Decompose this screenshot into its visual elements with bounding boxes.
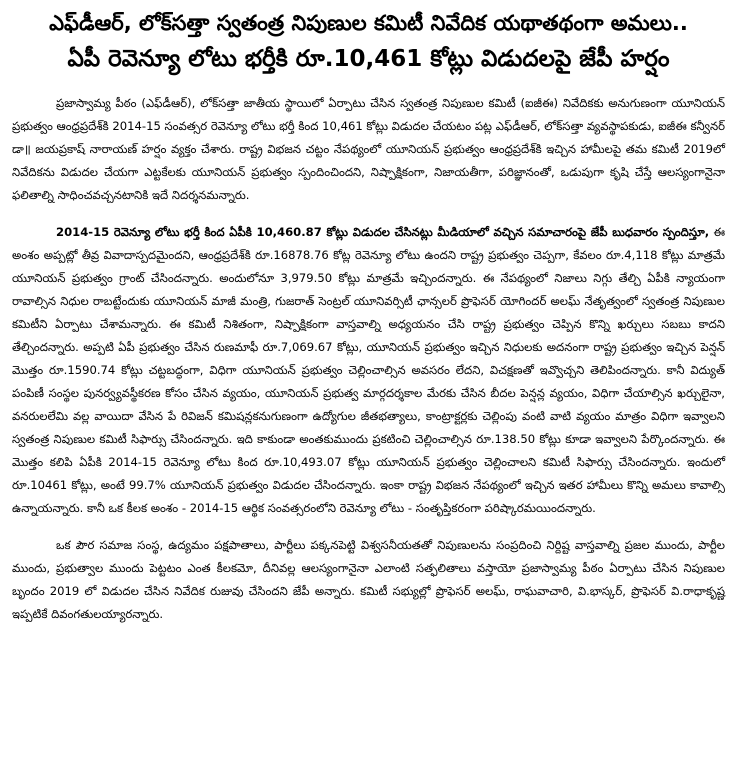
- paragraph-details: [12, 221, 725, 520]
- paragraph-intro-text: ప్రజాస్వామ్య పీఠం (ఎఫ్‌డీఆర్), లోక్‌సత్తా జాతీయ స్థాయిలో ఏర్పాటు చేసిన స్వతంత్ర నిపుణుల కమిటీ (ఐజీఈ) నివేదికకు అనుగుణంగా యూనియన్ ప్రభుత్వం ఆంధ్రప్రదేశ్‌కి 2014-15 సంవత్సర రెవెన్యూ లోటు భర్తీ కింద 10,461 కోట్లు విడుదల చేయటం పట్ల ఎఫ్‌డీఆర్, లోక్‌సత్తా వ్యవస్థాపకుడు, ఐజీఈ కన్వీనర్ డా॥ జయప్రకాష్ నారాయణ్ హర్షం వ్యక్తం చేశారు. రాష్ట్ర విభజన చట్టం నేపథ్యంలో యూనియన్ ప్రభుత్వం ఆంధ్రప్రదేశ్‌కి ఇచ్చిన హామీలపై తమ కమిటీ 2019లో నివేదికను విడుదల చేయగా ఎట్టకేలకు యూనియన్ ప్రభుత్వం స్పందించిందని, నిష్పాక్షికంగా, నిజాయతీగా, పరిజ్ఞానంతో, ఒడుపుగా కృషి చేస్తే ఆలస్యంగానైనా ఫలితాల్ని సాధించవచ్చనటానికి ఇదే నిదర్శనమన్నారు.: [12, 96, 725, 202]
- paragraph-conclusion: [12, 534, 725, 626]
- paragraph-details-text: ఈ అంశం అప్పట్లో తీవ్ర వివాదాస్పదమైందని, ఆంధ్రప్రదేశ్‌కి రూ.16878.76 కోట్ల రెవెన్యూ లోటు ఉందని రాష్ట్ర ప్రభుత్వం చెప్పగా, కేవలం రూ.4,118 కోట్లు మాత్రమే యూనియన్ ప్రభుత్వం గ్రాంట్ చేసిందన్నారు. అందులోనూ 3,979.50 కోట్లు మాత్రమే ఇచ్చిందన్నారు. ఈ నేపథ్యంలో నిజాలు నిగ్గు తేల్చి ఏపీకి న్యాయంగా రావాల్సిన నిధుల రాబట్టేందుకు యూనియన్ మాజీ మంత్రి, గుజరాత్ సెంట్రల్ యూనివర్సిటీ ఛాన్సలర్ ప్రొఫెసర్ యోగిందర్ అలఘ్ నేతృత్వంలో స్వతంత్ర నిపుణుల కమిటీని ఏర్పాటు చేశామన్నారు. ఈ కమిటీ నిశితంగా, నిష్పాక్షికంగా వాస్తవాల్ని అధ్యయనం చేసి రాష్ట్ర ప్రభుత్వం చెప్పిన కొన్ని ఖర్చులు సబబు కాదని తేల్చిందన్నారు. అప్పటి ఏపీ ప్రభుత్వం చేసిన రుణమాఫీ రూ.7,069.67 కోట్లు, యూనియన్ ప్రభుత్వం ఇచ్చిన నిధులకు అదనంగా రాష్ట్ర ప్రభుత్వం ఇచ్చిన పెన్షన్ మొత్తం రూ.1590.74 కోట్లు చట్టబద్ధంగా, విధిగా యూనియన్ ప్రభుత్వం చెల్లించాల్సిన అవసరం లేదని, విచక్షణతో ఇవ్వొచ్చని తెలిపిందన్నారు. కానీ విద్యుత్ పంపిణీ సంస్థల పునర్వ్యవస్థీకరణ కోసం చేసిన వ్యయం, యూనియన్ ప్రభుత్వ మార్గదర్శకాల మేరకు చేసిన బీదల పెన్షన్ల వ్యయం, విధిగా చేయాల్సిన ఖర్చులైనా, వనరులలేమి వల్ల వాయిదా వేసిన పే రివిజన్ కమిషన్లకనుగుణంగా ఉద్యోగుల జీతభత్యాలు, కాంట్రాక్టర్లకు చెల్లింపు వంటి వాటి వ్యయం మాత్రం విధిగా ఇవ్వాలని స్వతంత్ర నిపుణుల కమిటీ సిఫార్సు చేసిందన్నారు. ఇది కాకుండా అంతకుముందు ప్రకటించి చెల్లించాల్సిన రూ.138.50 కోట్లు కూడా ఇవ్వాలని పేర్కొందన్నారు. ఈ మొత్తం కలిపి ఏపీకి 2014-15 రెవెన్యూ లోటు కింద రూ.10,493.07 కోట్లు యూనియన్ ప్రభుత్వం చెల్లించాలని కమిటీ సిఫార్సు చేసిందన్నారు. ఇందులో రూ.10461 కోట్లు, అంటే 99.7% యూనియన్ ప్రభుత్వం విడుదల చేసిందన్నారు. ఇంకా రాష్ట్ర విభజన నేపథ్యంలో ఇచ్చిన ఇతర హామీలు కొన్ని అమలు కావాల్సి ఉన్నాయన్నారు. కానీ ఒక కీలక అంశం - 2014-15 ఆర్థిక సంవత్సరంలోని రెవెన్యూ లోటు - సంతృప్తికరంగా పరిష్కారమయిందన్నారు.: [12, 225, 725, 515]
- paragraph-intro: [12, 92, 725, 207]
- headline-line-1: ఎఫ్‌డీఆర్, లోక్‌సత్తా స్వతంత్ర నిపుణుల కమిటీ నివేదిక యథాతథంగా అమలు..: [49, 11, 688, 35]
- paragraph-details-lead: 2014-15 రెవెన్యూ లోటు భర్తీ కింద ఏపీకి 10,460.87 కోట్లు విడుదల చేసినట్లు మీడియాలో వచ్చిన సమాచారంపై జేపీ బుధవారం స్పందిస్తూ,: [56, 225, 710, 239]
- paragraph-conclusion-text: ఒక పౌర సమాజ సంస్థ, ఉద్యమం పక్షపాతాలు, పార్టీలు పక్కనపెట్టి విశ్వసనీయతతో నిపుణులను సంప్రదించి నిర్దిష్ట వాస్తవాల్ని ప్రజల ముందు, పార్టీల ముందు, ప్రభుత్వాల ముందు పెట్టటం ఎంత కీలకమో, దీనివల్ల ఆలస్యంగానైనా ఎలాంటి సత్ఫలితాలు వస్తాయో ప్రజాస్వామ్య పీఠం ఏర్పాటు చేసిన నిపుణుల బృందం 2019 లో విడుదల చేసిన నివేదిక రుజువు చేసిందని జేపీ అన్నారు. కమిటీ సభ్యుల్లో ప్రొఫెసర్ అలఘ్, రాఘవాచారి, వి.భాస్కర్, ప్రొఫెసర్ వి.రాధాకృష్ణ ఇప్పటికే దివంగతులయ్యారన్నారు.: [12, 538, 725, 621]
- article-body: [12, 92, 725, 626]
- headline-line-2: ఏపీ రెవెన్యూ లోటు భర్తీకి రూ.10,461 కోట్లు విడుదలపై జేపీ హర్షం: [67, 46, 670, 72]
